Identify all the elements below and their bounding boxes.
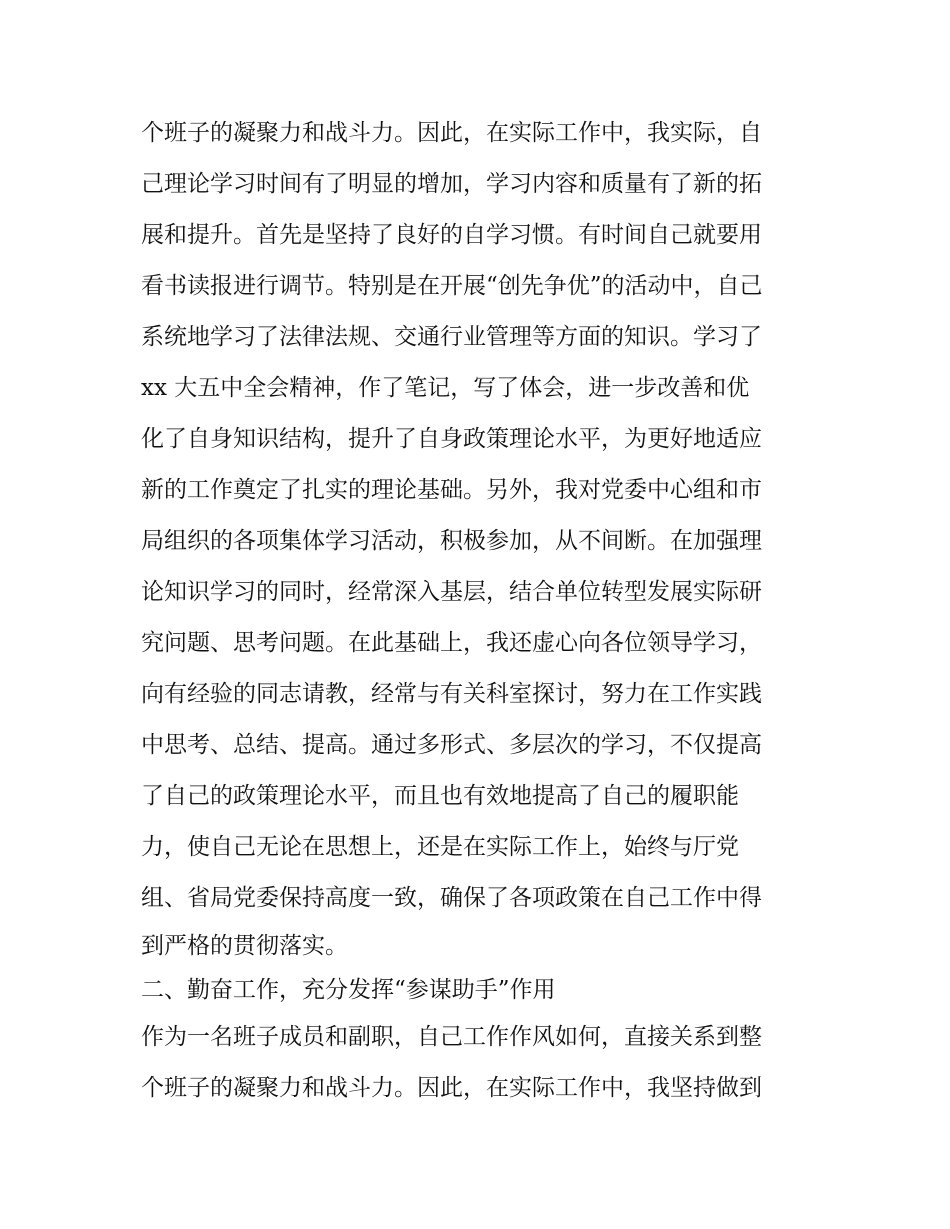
text-line: 看书读报进行调节。特别是在开展“创先争优”的活动中，自己 [141,273,763,299]
text-line: 新的工作奠定了扎实的理论基础。另外，我对党委中心组和市 [141,477,762,503]
text-line: 到严格的贯彻落实。 [141,933,348,959]
text-line: 展和提升。首先是坚持了良好的自学习惯。有时间自己就要用 [141,222,762,248]
text-line: 向有经验的同志请教，经常与有关科室探讨，努力在工作实践 [141,681,762,707]
text-line: 究问题、思考问题。在此基础上，我还虚心向各位领导学习， [141,630,762,656]
text-line: 力，使自己无论在思想上，还是在实际工作上，始终与厅党 [141,834,739,860]
text-line: 了自己的政策理论水平，而且也有效地提高了自己的履职能 [141,783,739,809]
section-heading: 二、勤奋工作，充分发挥“参谋助手”作用 [141,977,556,1003]
text-line: 个班子的凝聚力和战斗力。因此，在实际工作中，我坚持做到 [141,1075,762,1101]
text-line: 组、省局党委保持高度一致，确保了各项政策在自己工作中得 [141,885,762,911]
text-line: 己理论学习时间有了明显的增加，学习内容和质量有了新的拓 [141,171,762,197]
text-line: 中思考、总结、提高。通过多形式、多层次的学习，不仅提高 [141,732,762,758]
text-line: 个班子的凝聚力和战斗力。因此，在实际工作中，我实际，自 [141,120,762,146]
text-line: 论知识学习的同时，经常深入基层，结合单位转型发展实际研 [141,579,762,605]
text-line: xx 大五中全会精神，作了笔记，写了体会，进一步改善和优 [141,375,750,401]
body-text [141,108,831,1114]
text-line: 化了自身知识结构，提升了自身政策理论水平，为更好地适应 [141,426,762,452]
text-line: 作为一名班子成员和副职，自己工作作风如何，直接关系到整 [141,1024,762,1050]
text-line: 局组织的各项集体学习活动，积极参加，从不间断。在加强理 [141,528,762,554]
text-line: 系统地学习了法律法规、交通行业管理等方面的知识。学习了 [141,324,762,350]
